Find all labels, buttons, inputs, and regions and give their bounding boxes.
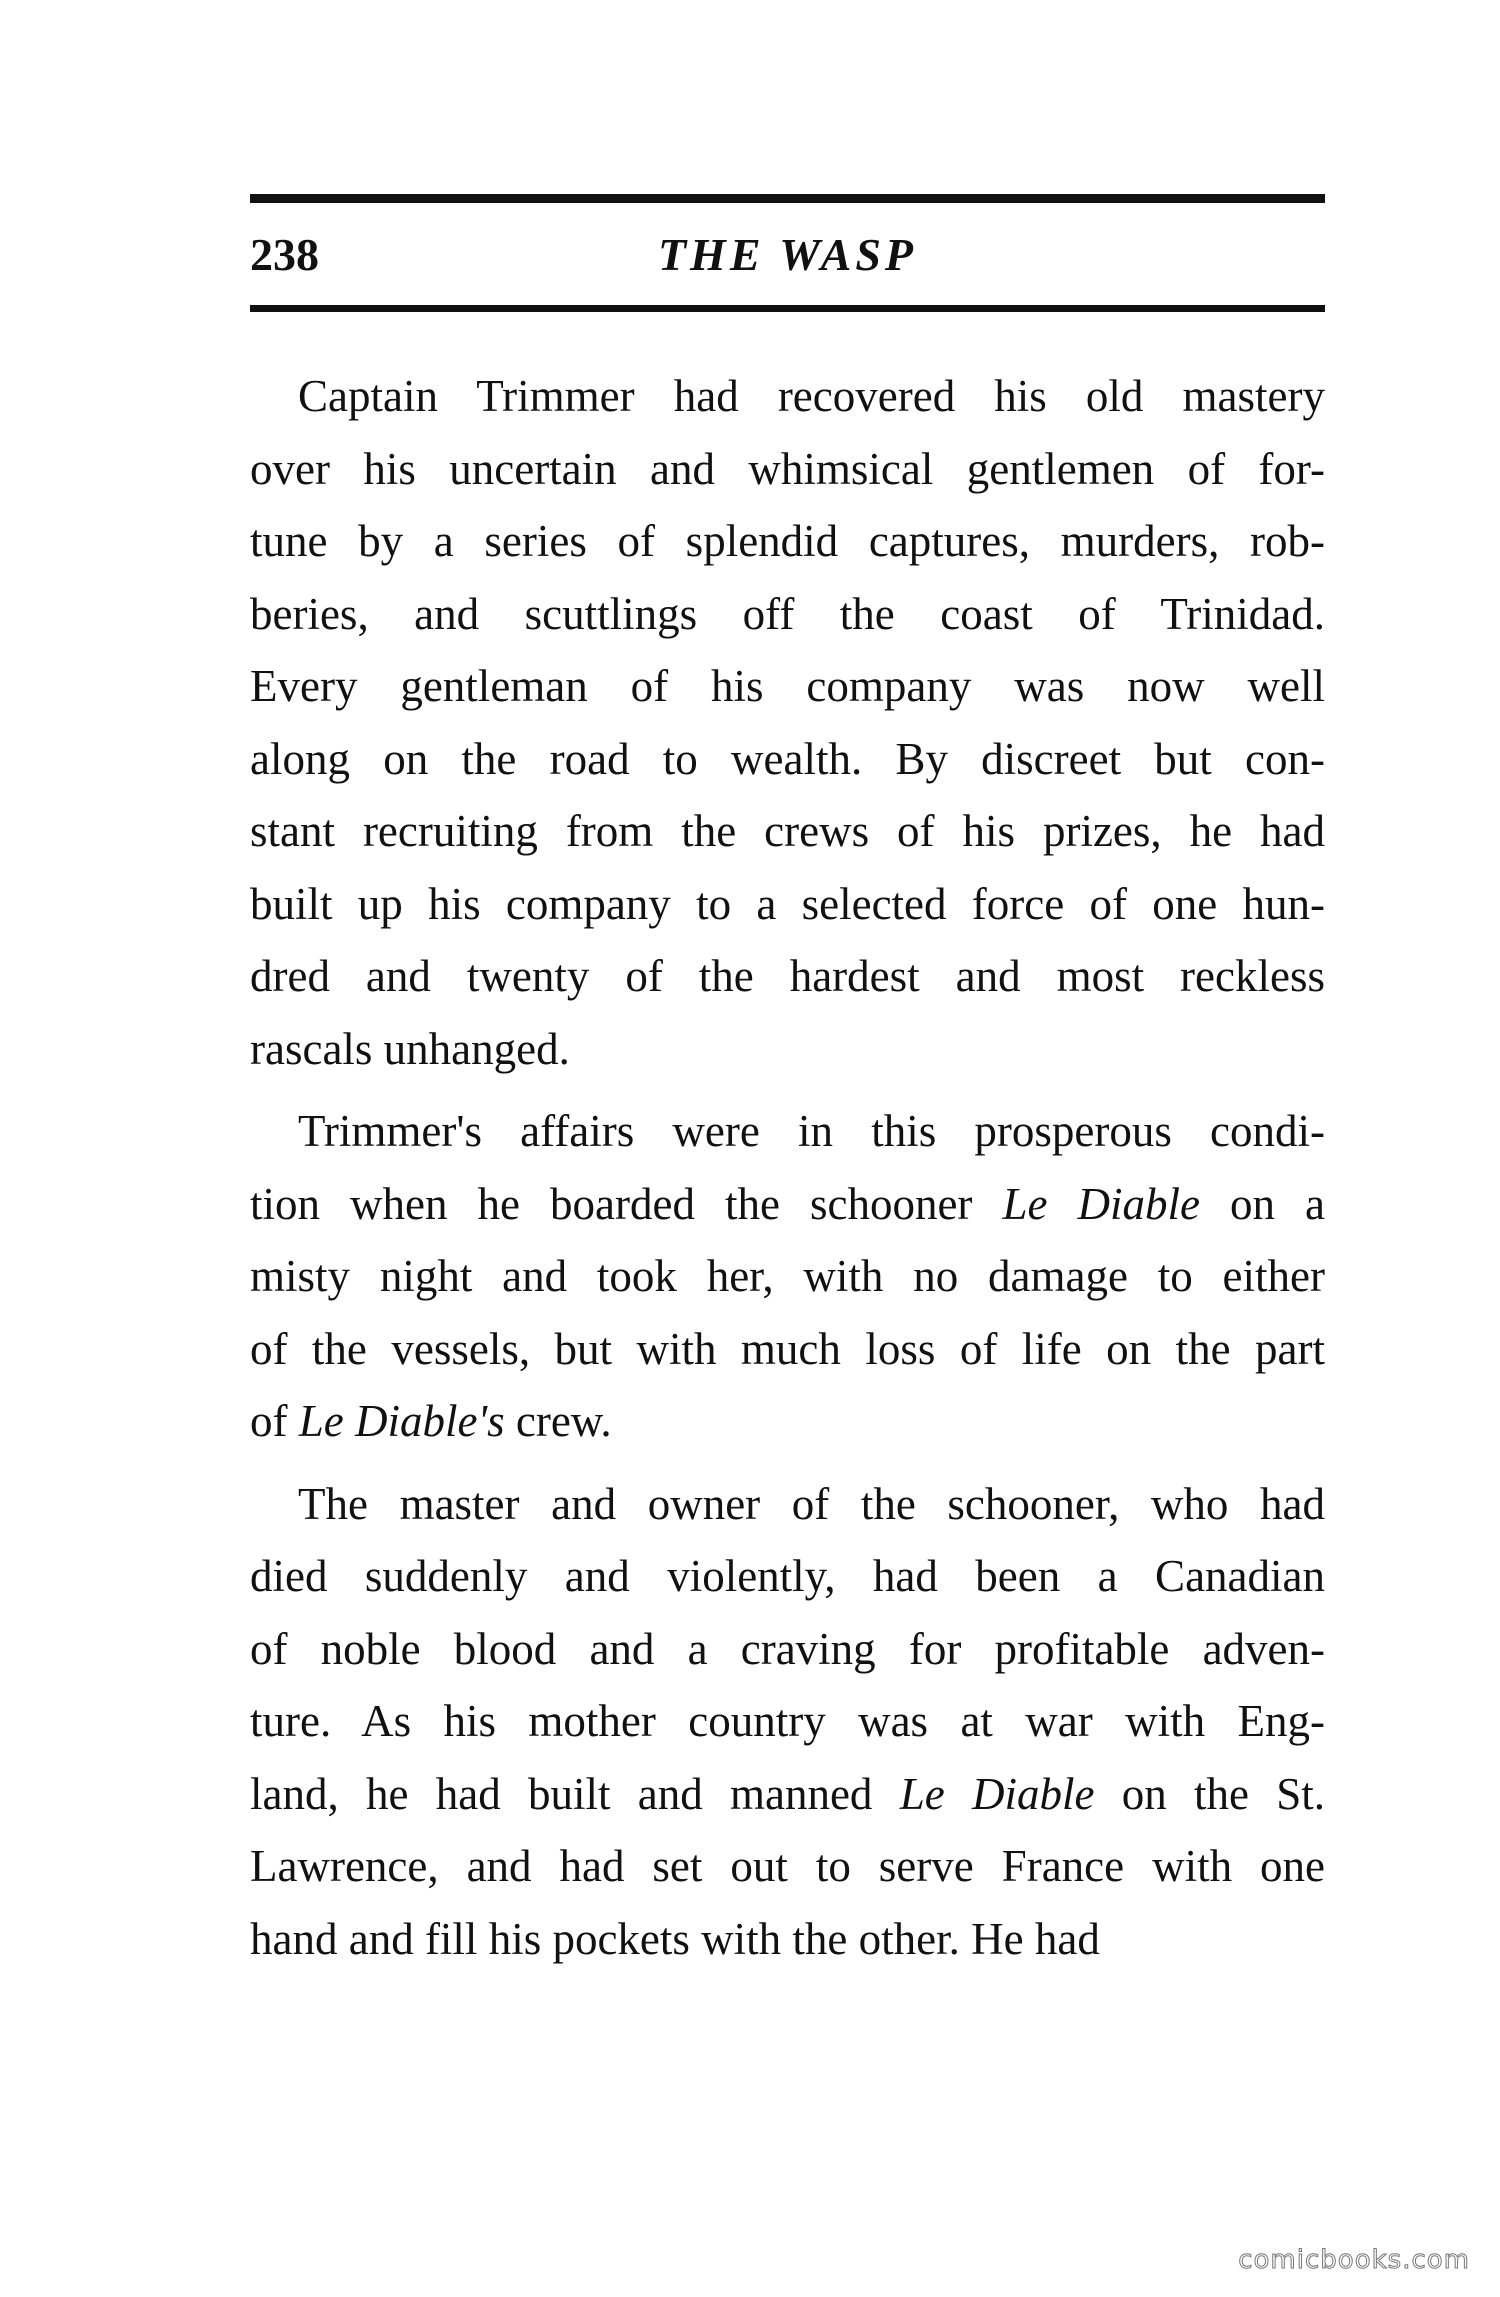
- text-run: tune by a series of splendid captures, murders, rob-: [250, 516, 1325, 566]
- text-run: beries, and scuttlings off the coast of Trinidad.: [250, 588, 1325, 639]
- text-line: [250, 1013, 1325, 1086]
- text-run: of the vessels, but with much loss of life on the part: [250, 1323, 1325, 1374]
- text-line: [250, 1468, 1325, 1541]
- text-run: The master and owner of the schooner, who had: [298, 1478, 1325, 1529]
- running-head: [250, 220, 1325, 290]
- text-line: [250, 1168, 1325, 1241]
- page-number: 238: [250, 229, 319, 280]
- text-line: [250, 1903, 1325, 1976]
- italic-ship-name: Le Diable's: [298, 1396, 505, 1446]
- watermark: comicbooks.com: [1238, 2245, 1470, 2275]
- text-run: crew.: [504, 1396, 612, 1446]
- text-line: [250, 650, 1325, 723]
- running-title: THE WASP: [657, 229, 918, 280]
- text-line: [250, 505, 1325, 578]
- text-line: [250, 1240, 1325, 1313]
- text-line: [250, 868, 1325, 941]
- text-run: hand and fill his pockets with the other. He had: [250, 1913, 1100, 1964]
- text-line: [250, 360, 1325, 433]
- text-line: [250, 578, 1325, 651]
- text-run: land, he had built and manned: [250, 1768, 900, 1819]
- text-run: over his uncertain and whimsical gentlemen of for-: [250, 443, 1325, 494]
- header-rule-top: [250, 194, 1325, 203]
- italic-ship-name: Le Diable: [1002, 1178, 1200, 1229]
- header-rule-bottom: [250, 305, 1325, 312]
- text-line: [250, 1385, 1325, 1458]
- text-run: of: [250, 1396, 299, 1446]
- text-line: [250, 1613, 1325, 1686]
- text-run: dred and twenty of the hardest and most reckless: [250, 951, 1325, 1001]
- text-line: [250, 1313, 1325, 1386]
- text-line: [250, 1758, 1325, 1831]
- text-line: [250, 723, 1325, 796]
- text-line: [250, 1095, 1325, 1168]
- text-line: [250, 1540, 1325, 1613]
- text-line: [250, 795, 1325, 868]
- text-run: on the St.: [1094, 1768, 1325, 1819]
- text-run: built up his company to a selected force of one hun-: [250, 878, 1325, 929]
- text-run: Lawrence, and had set out to serve France with one: [250, 1841, 1325, 1891]
- text-run: rascals unhanged.: [250, 1023, 570, 1074]
- text-line: [250, 1685, 1325, 1758]
- text-run: ture. As his mother country was at war with Eng-: [250, 1696, 1325, 1746]
- text-run: misty night and took her, with no damage to either: [250, 1251, 1325, 1301]
- text-line: [250, 433, 1325, 506]
- text-run: stant recruiting from the crews of his prizes, he had: [250, 806, 1325, 856]
- text-line: [250, 1830, 1325, 1903]
- text-line: [250, 940, 1325, 1013]
- text-run: Every gentleman of his company was now well: [250, 661, 1325, 711]
- text-run: of noble blood and a craving for profitable adven-: [250, 1623, 1325, 1674]
- italic-ship-name: Le Diable: [899, 1768, 1095, 1819]
- text-run: Captain Trimmer had recovered his old mastery: [298, 371, 1325, 421]
- text-run: on a: [1199, 1178, 1325, 1229]
- text-run: Trimmer's affairs were in this prosperous condi-: [298, 1106, 1325, 1156]
- body-text: [250, 360, 1325, 1975]
- text-run: died suddenly and violently, had been a Canadian: [250, 1551, 1325, 1601]
- text-run: tion when he boarded the schooner: [250, 1178, 1003, 1229]
- text-run: along on the road to wealth. By discreet but con-: [250, 733, 1325, 784]
